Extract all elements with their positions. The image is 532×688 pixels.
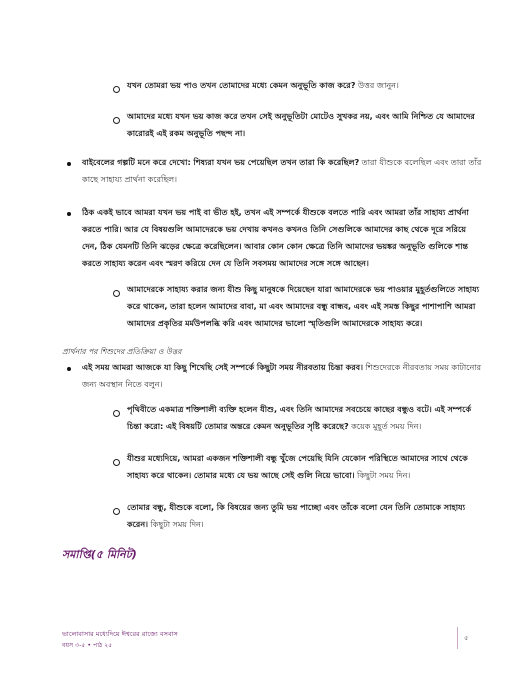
hollow-bullet-icon xyxy=(113,459,120,466)
paragraph-instruction: কিছুটা সময় দিন। xyxy=(354,470,411,480)
section-label: প্রার্থনার পর শিশুদের প্রতিক্রিয়া ও উত্তর xyxy=(62,347,182,356)
hollow-bullet-icon xyxy=(113,410,120,417)
paragraph-text: তোমার বন্ধু, যীশুকে বলো, কি বিষয়ের জন্য তুমি ভয় পাচ্ছো এবং তাঁকে বলো যেন তিনি তোমাকে সাহায্য করেন। xyxy=(127,502,466,529)
footer-divider xyxy=(457,627,458,649)
paragraph-text: ঠিক একই ভাবে আমরা যখন ভয় পাই বা ভীত হই, তখন এই সম্পর্কে যীশুকে বলতে পারি এবং আমরা তাঁর সাহায্য প্রার্থনা করতে পারি। আর যে বিষয়গুলি আমাদেরকে ভয় দেখায় কখনও কখনও তিনি সেগুলিকে আমাদের কাছ থেকে দূরে সরিয়ে দেন, ঠিক যেমনটি তিনি ঝড়ের ক্ষেত্রে করেছিলেন। আবার কোন কোন ক্ষেত্রে তিনি আমাদের ভয়ঙ্কর অনুভূতি গুলিকে শান্ত করতে সাহায্য করেন এবং স্মরণ করিয়ে দেন যে তিনি সবসময় আমাদের সঙ্গে সঙ্গে আছেন। xyxy=(82,207,469,268)
helpers-paragraph xyxy=(127,281,482,332)
paragraph-text: যখন তোমরা ভয় পাও তখন তোমাদের মধ্যে কেমন অনুভূতি কাজ করে? xyxy=(127,80,356,90)
paragraph-instruction: উত্তর জানুন। xyxy=(355,80,399,90)
tell-jesus-paragraph xyxy=(127,499,479,533)
question-paragraph xyxy=(127,77,469,94)
paragraph-instruction: কয়েক মুহূর্ত সময় দিন। xyxy=(348,421,422,431)
paragraph-instruction: কিছুটা সময় দিন। xyxy=(147,519,204,529)
bullet-icon xyxy=(67,212,71,216)
silence-reflection-paragraph xyxy=(82,359,482,393)
hollow-bullet-icon xyxy=(113,290,120,297)
page-number: ৫ xyxy=(464,634,469,642)
footer-title: ভালোবাসার মধ্যেদিয়ে ঈশ্বরের রাজ্যে বসবাস xyxy=(62,630,178,638)
bible-story-paragraph xyxy=(82,154,482,188)
bullet-icon xyxy=(67,367,71,371)
paragraph-text: আমাদের মধ্যে যখন ভয় কাজ করে তখন সেই অনুভূতিটা মোটেও সুখকর নয়, এবং আমি নিশ্চিত যে আমাদের কারোরই এই রকম অনুভূতি পছন্দ না। xyxy=(127,111,475,138)
paragraph-text: আমাদেরকে সাহায্য করার জন্য যীশু কিছু মানুষকে দিয়েছেন যারা আমাদেরকে ভয় পাওয়ার মুহূর্তগুলিতে সাহায্য করে থাকেন, তারা হলেন আমাদের বাবা, মা এবং আমাদের বন্ধু বান্ধব, এবং এই সমস্ত কিছুর পাশাপাশি আমরা আমাদের প্রকৃতির মর্মউপলব্ধি করি এবং আমাদের ভালো স্মৃতিগুলি আমাদেরকে সাহায্য করে। xyxy=(127,284,480,328)
paragraph-instruction: শিশুদেরকে নীরবতায় সময় কাটানোর জন্য অবস্থান নিতে বলুন। xyxy=(82,362,482,389)
paragraph-instruction: তারা যীশুকে বলেছিল এবং তারা তাঁর কাছে সাহায্য প্রার্থনা করেছিল। xyxy=(82,157,482,184)
hollow-bullet-icon xyxy=(113,508,120,515)
paragraph-text: পৃথিবীতে একমাত্র শক্তিশালী ব্যক্তি হলেন যীশু, এবং তিনি আমাদের সবচেয়ে কাছের বন্ধুও বটে। এই সম্পর্কে চিন্তা করো: এই বিষয়টি তোমার অন্তরে কেমন অনুভূতির সৃষ্টি করেছে? xyxy=(127,404,472,431)
bullet-icon xyxy=(67,162,71,166)
strongest-friend-paragraph xyxy=(127,401,479,435)
paragraph-text: যীশুর মধ্যেদিয়ে, আমরা একজন শক্তিশালী বন্ধু খুঁজে পেয়েছি যিনি যেকোন পরিস্থিতে আমাদের সাথে থেকে সাহায্য করে থাকেন। তোমার মধ্যে যে ভয় আছে সেই গুলি নিয়ে ভাবো। xyxy=(127,453,468,480)
think-about-fears-paragraph xyxy=(127,450,479,484)
footer-subtitle: বয়স ৩-৫ • পাঠ ২৫ xyxy=(62,642,113,649)
paragraph-text: বাইবেলের গল্পটি মনে করে দেখো: শিষ্যরা যখন ভয় পেয়েছিল তখন তারা কি করেছিল? xyxy=(82,157,360,167)
fear-feeling-paragraph xyxy=(127,108,479,142)
paragraph-text: এই সময় আমরা আজকে যা কিছু শিখেছি সেই সম্পর্কে কিছুটা সময় নীরবতায় চিন্তা করব। xyxy=(82,362,363,372)
pray-to-jesus-paragraph xyxy=(82,204,482,272)
hollow-bullet-icon xyxy=(113,86,120,93)
conclusion-heading: সমাপ্তি(৫ মিনিট) xyxy=(62,548,137,561)
hollow-bullet-icon xyxy=(113,117,120,124)
